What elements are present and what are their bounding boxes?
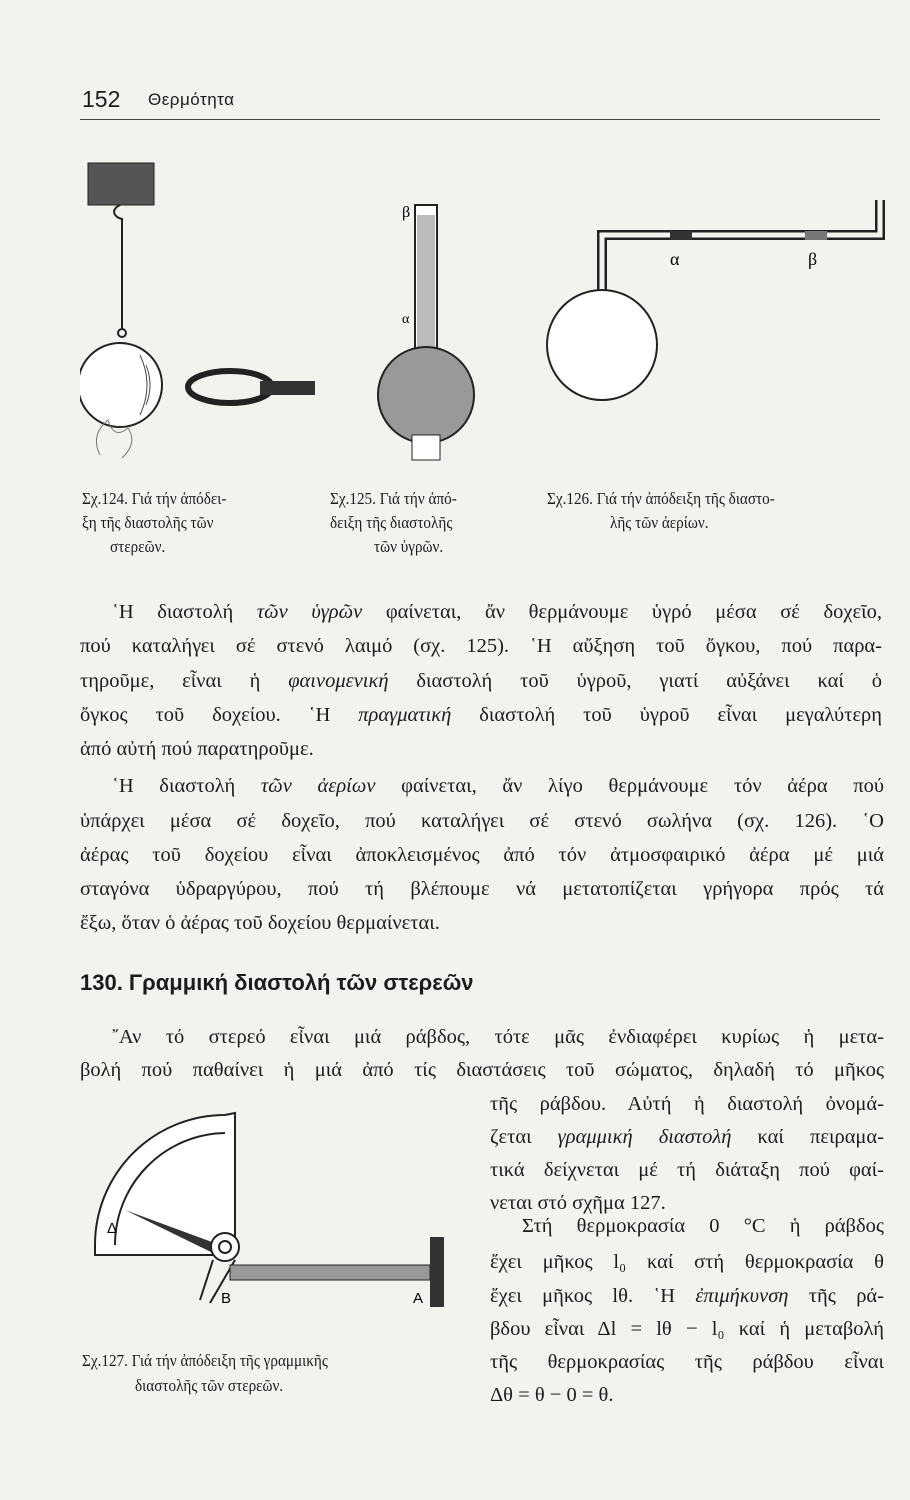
para3-line3: τῆς ράβδου. Αὐτή ἡ διαστολή ὀνομά-: [490, 1093, 884, 1115]
label-beta: β: [402, 204, 411, 221]
figure-126-caption-2: λῆς τῶν ἀερίων.: [610, 513, 709, 532]
para4-line6: Δθ = θ − 0 = θ.: [490, 1384, 614, 1406]
para3-line2: βολή πού παθαίνει ἡ μιά ἀπό τίς διαστάσεις τοῦ σώματος, δηλαδή τό μῆκος: [80, 1059, 884, 1081]
figure-124-caption-2: ξη τῆς διαστολῆς τῶν: [82, 513, 214, 532]
figure-124-caption-1: Σχ.124. Γιά τήν ἀπόδει-: [82, 489, 227, 508]
para4-line3: ἔχει μῆκος lθ. ῾Η ἐπιμήκυνση τῆς ρά-: [490, 1285, 884, 1307]
para4-line5: τῆς θερμοκρασίας τῆς ράβδου εἶναι: [490, 1351, 884, 1373]
para4-line4: βδου εἶναι Δl = lθ − l₀ καί ἡ μεταβολή: [490, 1318, 884, 1340]
para1-line4: ὄγκος τοῦ δοχείου. ῾Η πραγματική διαστολή τοῦ ὑγροῦ εἶναι μεγαλύτερη: [80, 704, 882, 726]
para4-line2: ἔχει μῆκος l₀ καί στή θερμοκρασία θ: [490, 1251, 884, 1273]
label-delta: Δ: [107, 1220, 118, 1237]
para3-line4: ζεται γραμμική διαστολή καί πειραμα-: [490, 1126, 884, 1148]
figure-127-caption-1: Σχ.127. Γιά τήν ἀπόδειξη τῆς γραμμικῆς: [82, 1351, 328, 1370]
para1-line5: ἀπό αὐτή πού παρατηροῦμε.: [80, 738, 314, 760]
para2-line5: ἔξω, ὅταν ὁ ἀέρας τοῦ δοχείου θερμαίνεται.: [80, 912, 440, 934]
para3-line5: τικά δείχνεται μέ τή διάταξη πού φαί-: [490, 1159, 884, 1181]
figure-126-caption-1: Σχ.126. Γιά τήν ἀπόδειξη τῆς διαστο-: [547, 489, 775, 508]
para2-line1: ῾Η διαστολή τῶν ἀερίων φαίνεται, ἄν λίγο θερμάνουμε τόν ἀέρα πού: [112, 775, 884, 797]
figure-126-gas-flask: [540, 195, 890, 465]
header-rule: [80, 119, 880, 120]
figure-127-linear-expansion: [85, 1105, 465, 1315]
para2-line3: ἀέρας τοῦ δοχείου εἶναι ἀποκλεισμένος ἀπό τόν ἀτμοσφαιρικό ἀέρα μέ μιά: [80, 844, 884, 866]
figure-124-ball-ring: [80, 155, 320, 475]
page-number: 152: [82, 86, 121, 112]
figure-124-caption-3: στερεῶν.: [110, 537, 166, 556]
label-alpha: α: [402, 312, 410, 327]
label-b: B: [221, 1290, 232, 1307]
section-heading: 130. Γραμμική διαστολή τῶν στερεῶν: [80, 970, 474, 995]
para2-line2: ὑπάρχει μέσα σέ δοχεῖο, πού καταλήγει σέ στενό σωλήνα (σχ. 126). ῾Ο: [80, 810, 884, 832]
label-a: A: [413, 1290, 424, 1307]
figure-127-caption-2: διαστολῆς τῶν στερεῶν.: [135, 1376, 284, 1395]
para1-line2: πού καταλήγει σέ στενό λαιμό (σχ. 125). ῾Η αὔξηση τοῦ ὄγκου, πού παρα-: [80, 635, 882, 657]
para3-line1: ῎Αν τό στερεό εἶναι μιά ράβδος, τότε μᾶς ἐνδιαφέρει κυρίως ἡ μετα-: [112, 1026, 884, 1048]
label-alpha: α: [670, 249, 680, 269]
label-beta: β: [808, 249, 818, 269]
figure-125-caption-3: τῶν ὑγρῶν.: [374, 537, 444, 556]
figure-125-caption-2: δειξη τῆς διαστολῆς: [330, 513, 453, 532]
figure-125-caption-1: Σχ.125. Γιά τήν ἀπό-: [330, 489, 457, 508]
para1-line3: τηροῦμε, εἶναι ἡ φαινομενική διαστολή τοῦ ὑγροῦ, γιατί αὐξάνει καί ὁ: [80, 670, 882, 692]
running-title: Θερμότητα: [148, 90, 235, 109]
para1-line1: ῾Η διαστολή τῶν ὑγρῶν φαίνεται, ἄν θερμάνουμε ὑγρό μέσα σέ δοχεῖο,: [112, 601, 882, 623]
para2-line4: σταγόνα ὑδραργύρου, πού τή βλέπουμε νά μετατοπίζεται γρήγορα πρός τά: [80, 878, 884, 900]
figure-125-flask: [370, 195, 480, 465]
para3-line6: νεται στό σχῆμα 127.: [490, 1192, 666, 1214]
para4-line1: Στή θερμοκρασία 0 °C ἡ ράβδος: [522, 1215, 884, 1237]
